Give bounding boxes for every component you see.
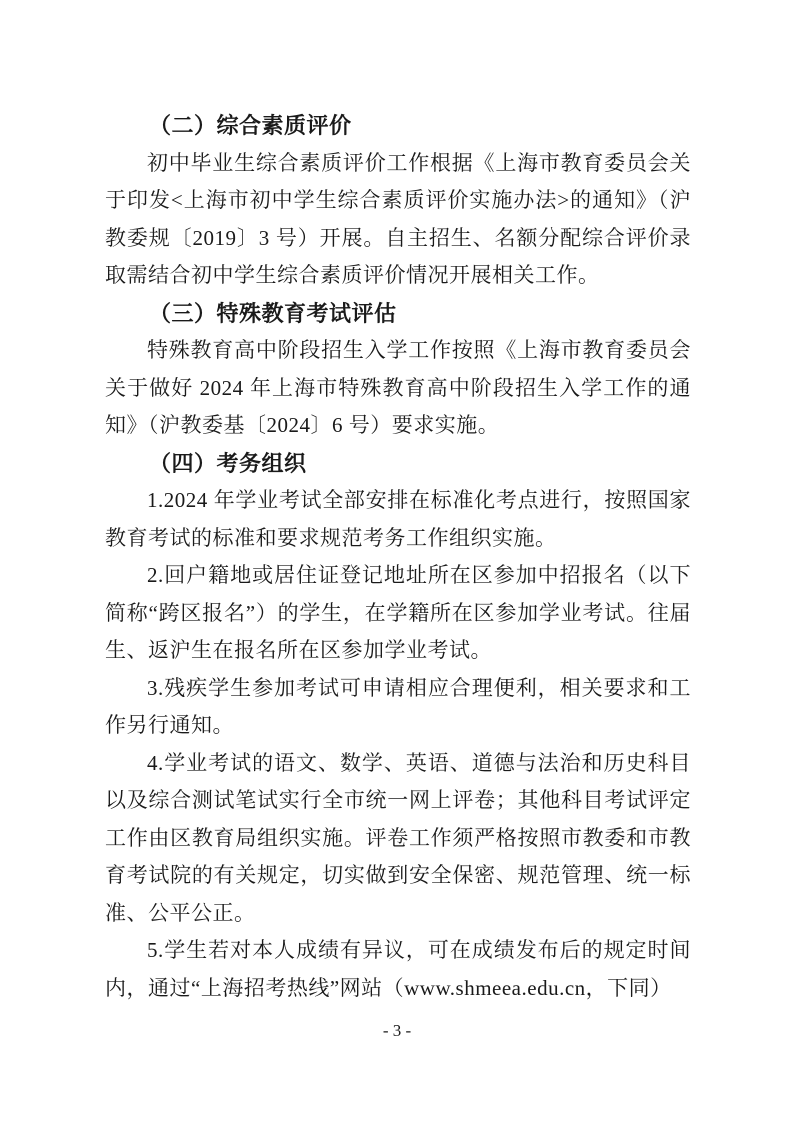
paragraph-item-1-standardized-sites: 1.2024 年学业考试全部安排在标准化考点进行，按照国家教育考试的标准和要求规范考务工作组织实施。 [105, 488, 691, 550]
paragraph-special-education: 特殊教育高中阶段招生入学工作按照《上海市教育委员会关于做好 2024 年上海市特殊教育高中阶段招生入学工作的通知》（沪教委基〔2024〕6 号）要求实施。 [105, 338, 691, 437]
section-heading-4-exam-administration: （四）考务组织 [149, 450, 307, 476]
page-number: - 3 - [382, 1021, 412, 1040]
paragraph-item-4-unified-marking: 4.学业考试的语文、数学、英语、道德与法治和历史科目以及综合测试笔试实行全市统一网上评卷；其他科目考试评定工作由区教育局组织实施。评卷工作须严格按照市教委和市教育考试院的有关规定，切实做到安全保密、规范管理、统一标准、公平公正。 [105, 750, 691, 925]
section-heading-2-comprehensive-quality-evaluation: （二）综合素质评价 [149, 113, 352, 138]
paragraph-item-5-score-dispute: 5.学生若对本人成绩有异议，可在成绩发布后的规定时间内，通过“上海招考热线”网站（www.shmeea.edu.cn，下同） [105, 938, 691, 1000]
document-body [105, 107, 691, 1007]
paragraph-item-2-cross-district-registration: 2.回户籍地或居住证登记地址所在区参加中招报名（以下简称“跨区报名”）的学生，在学籍所在区参加学业考试。往届生、返沪生在报名所在区参加学业考试。 [105, 563, 691, 662]
section-heading-3-special-education-exam-assessment: （三）特殊教育考试评估 [149, 300, 397, 326]
paragraph-item-3-disabled-students: 3.残疾学生参加考试可申请相应合理便利，相关要求和工作另行通知。 [105, 675, 691, 737]
paragraph-comprehensive-quality-evaluation: 初中毕业生综合素质评价工作根据《上海市教育委员会关于印发<上海市初中学生综合素质评价实施办法>的通知》（沪教委规〔2019〕3 号）开展。自主招生、名额分配综合评价录取需结合初中学生综合素质评价情况开展相关工作。 [105, 150, 691, 287]
